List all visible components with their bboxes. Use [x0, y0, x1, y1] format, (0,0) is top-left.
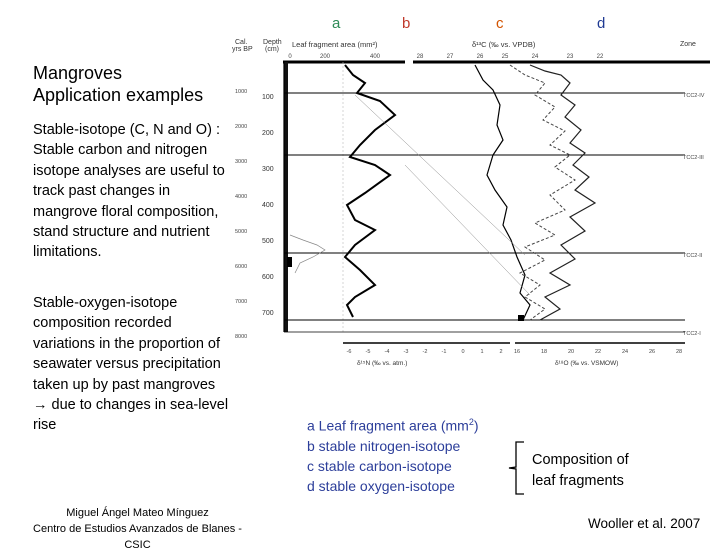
header-d13c: δ¹³C (‰ vs. VPDB) [472, 40, 536, 49]
bottom-tick-label: 2 [499, 349, 503, 355]
legend-item-c: c stable carbon-isotope [307, 457, 452, 474]
column-letter-b: b [402, 15, 411, 32]
composition-note: Composition of leaf fragments [532, 452, 629, 489]
top-tick-label: 28 [416, 54, 424, 60]
depth-tick-label: 300 [262, 166, 274, 173]
zone-labels [683, 93, 705, 337]
bottom-tick-labels [347, 349, 683, 355]
figure-legend [307, 412, 479, 496]
header-cm: (cm) [265, 46, 279, 53]
title-line-2: Application examples [33, 85, 204, 105]
header-cal: Cal. [235, 39, 248, 46]
oxygen-isotope-tail: due to changes in sea-level rise [33, 397, 229, 434]
top-tick-label: 400 [369, 54, 381, 60]
title-line-1: Mangroves [33, 63, 123, 83]
header-yrs: yrs BP [232, 46, 253, 53]
column-letter-d: d [597, 15, 606, 32]
author-institution: Centro de Estudios Avanzados de Blanes - CSIC [33, 523, 242, 551]
depth-tick-label: 100 [262, 94, 274, 101]
arrow-icon: → [33, 397, 48, 414]
legend-item-d: d stable oxygen-isotope [307, 477, 455, 494]
depth-tick-labels [262, 94, 274, 317]
author-name: Miguel Ángel Mateo Mínguez [66, 507, 209, 519]
slide-title [33, 62, 203, 106]
depth-tick-label: 600 [262, 274, 274, 281]
leaf-area-trace [345, 65, 395, 317]
top-tick-label: 25 [501, 54, 509, 60]
depth-tick-label: 200 [262, 130, 274, 137]
cal-age-label: 7000 [235, 299, 248, 305]
top-tick-label: 27 [446, 54, 454, 60]
author-credit [20, 505, 255, 553]
reference-citation: Wooller et al. 2007 [588, 516, 701, 531]
top-tick-label: 24 [531, 54, 539, 60]
bottom-tick-label: 16 [513, 349, 521, 355]
bottom-tick-label: -6 [346, 349, 352, 355]
zone-label: TCC2-III [683, 155, 704, 161]
bottom-tick-label: -3 [403, 349, 409, 355]
oxygen-isotope-trace [530, 65, 595, 320]
bottom-tick-label: 20 [567, 349, 575, 355]
bottom-tick-label: 26 [648, 349, 656, 355]
top-tick-label: 200 [319, 54, 331, 60]
depth-tick-label: 500 [262, 238, 274, 245]
top-tick-labels [288, 54, 604, 60]
bottom-tick-label: -5 [365, 349, 371, 355]
cal-age-labels [235, 89, 247, 340]
bracket-icon [505, 440, 531, 496]
cal-age-label: 1000 [235, 89, 248, 95]
cal-age-label: 6000 [235, 264, 248, 270]
header-depth: Depth [263, 39, 282, 46]
column-letter-a: a [332, 15, 341, 32]
bottom-tick-label: -4 [384, 349, 390, 355]
column-letter-c: c [496, 15, 504, 32]
zone-label: TCC2-IV [683, 93, 705, 99]
zone-label: TCC2-I [683, 331, 701, 337]
bottom-axis-o18-label: δ¹⁸O (‰ vs. VSMOW) [555, 360, 619, 367]
depth-tick-label: 700 [262, 310, 274, 317]
stable-isotope-paragraph: Stable-isotope (C, N and O) : Stable carbon and nitrogen isotope analyses are useful to track past changes in mangrove floral composition, stand structure and nutrient limitations. [33, 122, 225, 261]
legend-item-a: a Leaf fragment area $(mm^2)$ [307, 417, 479, 434]
header-leaf-area: Leaf fragment area (mm²) [292, 40, 378, 49]
bottom-tick-label: 0 [461, 349, 465, 355]
cal-age-label: 4000 [235, 194, 248, 200]
cal-age-label: 5000 [235, 229, 248, 235]
legend-item-b: b stable nitrogen-isotope [307, 437, 461, 454]
bottom-tick-label: 18 [540, 349, 548, 355]
top-tick-label: 22 [596, 54, 604, 60]
extra-isotope-trace [290, 235, 325, 273]
depth-tick-label: 400 [262, 202, 274, 209]
bottom-tick-label: 1 [480, 349, 484, 355]
bottom-tick-label: 24 [621, 349, 629, 355]
cal-age-label: 8000 [235, 334, 248, 340]
oxygen-isotope-text: Stable-oxygen-isotope composition recorded variations in the proportion of seawater versus precipitation taken up by past mangroves [33, 295, 221, 393]
top-tick-label: 26 [476, 54, 484, 60]
header-zone: Zone [680, 41, 696, 48]
bottom-tick-label: 28 [675, 349, 683, 355]
top-tick-label: 23 [566, 54, 574, 60]
top-tick-label: 0 [288, 54, 292, 60]
core-isotope-figure [225, 35, 720, 370]
oxygen-isotope-paragraph [33, 293, 233, 436]
bottom-tick-label: -2 [422, 349, 428, 355]
bottom-axis-n15-label: δ¹⁵N (‰ vs. atm.) [357, 360, 408, 367]
bottom-tick-label: -1 [441, 349, 447, 355]
zone-label: TCC2-II [683, 253, 703, 259]
cal-age-label: 2000 [235, 124, 248, 130]
bottom-tick-label: 22 [594, 349, 602, 355]
cal-age-label: 3000 [235, 159, 248, 165]
nitrogen-isotope-trace [475, 65, 530, 320]
